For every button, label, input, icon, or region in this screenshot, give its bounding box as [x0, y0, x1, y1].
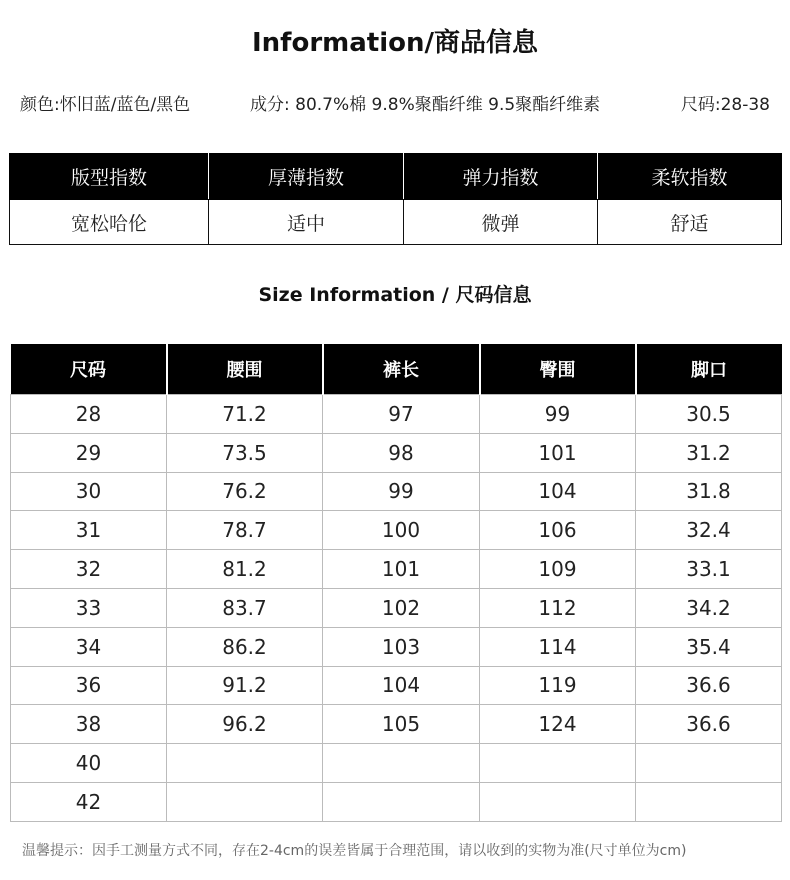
- table-cell: 34.2: [636, 588, 782, 627]
- attribute-header: 柔软指数: [598, 154, 782, 200]
- table-cell: 97: [323, 395, 480, 434]
- table-cell: 101: [323, 550, 480, 589]
- table-cell: 33: [11, 588, 167, 627]
- table-cell: 40: [11, 744, 167, 783]
- table-cell: 32.4: [636, 511, 782, 550]
- table-row: [11, 627, 782, 666]
- table-cell: 29: [11, 433, 167, 472]
- table-cell: [323, 782, 480, 821]
- table-cell: 42: [11, 782, 167, 821]
- attribute-header: 弹力指数: [404, 154, 598, 200]
- table-cell: 83.7: [167, 588, 323, 627]
- table-row: [11, 705, 782, 744]
- table-cell: 91.2: [167, 666, 323, 705]
- size-header: 臀围: [480, 344, 636, 395]
- size-header: 腰围: [167, 344, 323, 395]
- composition-spec: 成分: 80.7%棉 9.8%聚酯纤维 9.5聚酯纤维素: [250, 95, 601, 115]
- attribute-value: 舒适: [598, 200, 782, 245]
- table-cell: 96.2: [167, 705, 323, 744]
- table-cell: 38: [11, 705, 167, 744]
- attribute-header-row: [10, 154, 782, 200]
- table-cell: 32: [11, 550, 167, 589]
- table-cell: 100: [323, 511, 480, 550]
- size-header: 尺码: [11, 344, 167, 395]
- table-row: [11, 395, 782, 434]
- table-cell: [480, 744, 636, 783]
- table-cell: [167, 782, 323, 821]
- table-row: [11, 433, 782, 472]
- table-cell: 31.2: [636, 433, 782, 472]
- table-cell: 36.6: [636, 705, 782, 744]
- table-cell: [636, 782, 782, 821]
- size-table-body: [11, 395, 782, 822]
- table-cell: 73.5: [167, 433, 323, 472]
- table-cell: [323, 744, 480, 783]
- page-title: Information/商品信息: [251, 28, 539, 58]
- table-cell: 106: [480, 511, 636, 550]
- size-header: 脚口: [636, 344, 782, 395]
- table-cell: 81.2: [167, 550, 323, 589]
- table-cell: 28: [11, 395, 167, 434]
- table-cell: 104: [323, 666, 480, 705]
- table-cell: 76.2: [167, 472, 323, 511]
- table-cell: 104: [480, 472, 636, 511]
- attribute-header: 版型指数: [10, 154, 209, 200]
- measurement-note: 温馨提示：因手工测量方式不同，存在2-4cm的误差皆属于合理范围，请以收到的实物为准(尺寸单位为cm): [22, 843, 687, 859]
- table-cell: 33.1: [636, 550, 782, 589]
- attribute-value: 适中: [209, 200, 404, 245]
- table-row: [11, 744, 782, 783]
- attribute-value: 宽松哈伦: [10, 200, 209, 245]
- table-cell: 124: [480, 705, 636, 744]
- table-cell: 35.4: [636, 627, 782, 666]
- table-row: [11, 666, 782, 705]
- table-cell: 78.7: [167, 511, 323, 550]
- table-row: [11, 511, 782, 550]
- table-cell: 103: [323, 627, 480, 666]
- attribute-value-row: [10, 200, 782, 245]
- attribute-header: 厚薄指数: [209, 154, 404, 200]
- table-cell: 102: [323, 588, 480, 627]
- table-cell: [480, 782, 636, 821]
- table-cell: 112: [480, 588, 636, 627]
- table-cell: 101: [480, 433, 636, 472]
- table-cell: 34: [11, 627, 167, 666]
- table-cell: [636, 744, 782, 783]
- table-cell: 31.8: [636, 472, 782, 511]
- table-row: [11, 472, 782, 511]
- color-spec: 颜色:怀旧蓝/蓝色/黑色: [20, 95, 191, 115]
- size-section-title: Size Information / 尺码信息: [258, 284, 532, 306]
- size-table: [10, 344, 782, 822]
- table-cell: 119: [480, 666, 636, 705]
- table-cell: 105: [323, 705, 480, 744]
- table-cell: [167, 744, 323, 783]
- table-cell: 86.2: [167, 627, 323, 666]
- table-row: [11, 550, 782, 589]
- table-cell: 109: [480, 550, 636, 589]
- size-range-spec: 尺码:28-38: [680, 95, 770, 115]
- table-cell: 71.2: [167, 395, 323, 434]
- table-row: [11, 588, 782, 627]
- size-header-row: [11, 344, 782, 395]
- table-cell: 30.5: [636, 395, 782, 434]
- attribute-value: 微弹: [404, 200, 598, 245]
- table-cell: 31: [11, 511, 167, 550]
- table-cell: 99: [480, 395, 636, 434]
- table-cell: 114: [480, 627, 636, 666]
- size-header: 裤长: [323, 344, 480, 395]
- table-cell: 30: [11, 472, 167, 511]
- spec-line: [20, 90, 770, 116]
- table-cell: 36.6: [636, 666, 782, 705]
- table-cell: 99: [323, 472, 480, 511]
- table-row: [11, 782, 782, 821]
- table-cell: 36: [11, 666, 167, 705]
- attribute-table: [9, 153, 782, 245]
- table-cell: 98: [323, 433, 480, 472]
